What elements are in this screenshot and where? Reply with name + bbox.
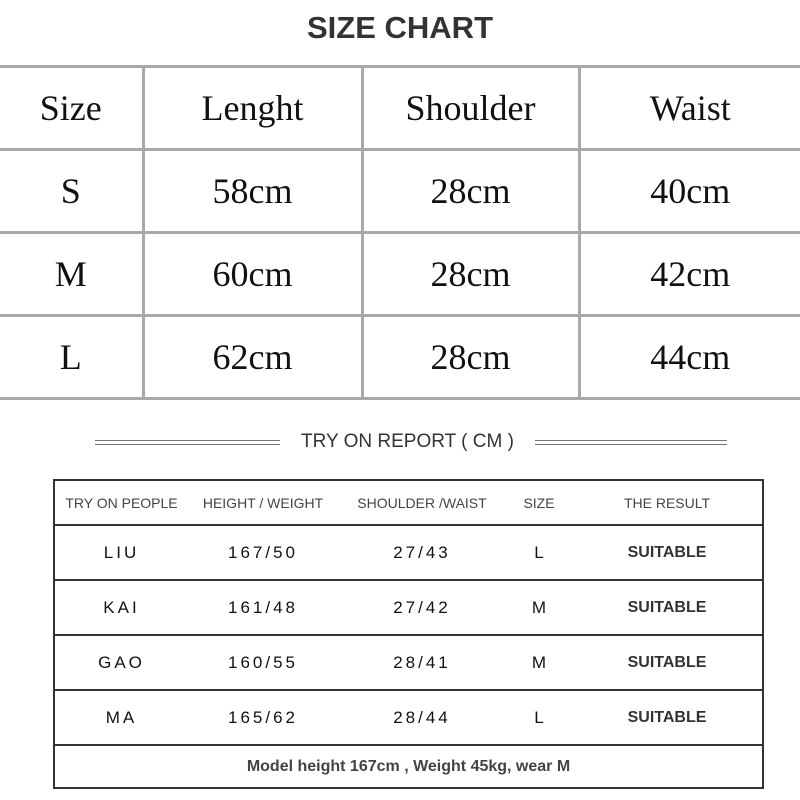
divider xyxy=(95,440,280,445)
height-weight-cell: 160/55 xyxy=(188,635,338,690)
size-chart-table xyxy=(0,65,800,400)
shoulder-waist-cell: 28/41 xyxy=(338,635,506,690)
result-cell: SUITABLE xyxy=(572,690,763,745)
shoulder-cell: 28cm xyxy=(362,316,579,399)
height-weight-header-cell: HEIGHT / WEIGHT xyxy=(188,480,338,525)
try-on-header-row xyxy=(54,480,763,525)
table-row xyxy=(0,150,800,233)
result-cell: SUITABLE xyxy=(572,525,763,580)
shoulder-waist-cell: 27/43 xyxy=(338,525,506,580)
size-cell: S xyxy=(0,150,143,233)
table-row xyxy=(54,690,763,745)
length-header-cell: Lenght xyxy=(143,67,362,150)
result-header-cell: THE RESULT xyxy=(572,480,763,525)
person-cell: LIU xyxy=(54,525,188,580)
try-on-report-heading xyxy=(0,428,800,458)
size-cell: L xyxy=(0,316,143,399)
size-cell: M xyxy=(506,635,572,690)
result-cell: SUITABLE xyxy=(572,580,763,635)
height-weight-cell: 167/50 xyxy=(188,525,338,580)
height-weight-cell: 161/48 xyxy=(188,580,338,635)
size-header-cell: SIZE xyxy=(506,480,572,525)
model-note-row xyxy=(54,745,763,788)
person-cell: GAO xyxy=(54,635,188,690)
size-cell: M xyxy=(0,233,143,316)
size-cell: M xyxy=(506,580,572,635)
length-cell: 60cm xyxy=(143,233,362,316)
model-note: Model height 167cm , Weight 45kg, wear M xyxy=(54,745,763,788)
shoulder-waist-cell: 28/44 xyxy=(338,690,506,745)
size-chart-header-row xyxy=(0,67,800,150)
page-title: SIZE CHART xyxy=(307,10,493,45)
try-on-report-title: TRY ON REPORT ( CM ) xyxy=(301,431,514,452)
height-weight-cell: 165/62 xyxy=(188,690,338,745)
shoulder-cell: 28cm xyxy=(362,150,579,233)
length-cell: 58cm xyxy=(143,150,362,233)
waist-cell: 42cm xyxy=(579,233,800,316)
shoulder-waist-header-cell: SHOULDER /WAIST xyxy=(338,480,506,525)
waist-cell: 44cm xyxy=(579,316,800,399)
shoulder-cell: 28cm xyxy=(362,233,579,316)
person-cell: MA xyxy=(54,690,188,745)
person-cell: KAI xyxy=(54,580,188,635)
people-header-cell: TRY ON PEOPLE xyxy=(54,480,188,525)
size-cell: L xyxy=(506,690,572,745)
size-cell: L xyxy=(506,525,572,580)
size-header-cell: Size xyxy=(0,67,143,150)
shoulder-waist-cell: 27/42 xyxy=(338,580,506,635)
shoulder-header-cell: Shoulder xyxy=(362,67,579,150)
waist-cell: 40cm xyxy=(579,150,800,233)
divider xyxy=(535,440,727,445)
try-on-report-table xyxy=(53,479,764,789)
length-cell: 62cm xyxy=(143,316,362,399)
table-row xyxy=(0,233,800,316)
table-row xyxy=(54,580,763,635)
result-cell: SUITABLE xyxy=(572,635,763,690)
waist-header-cell: Waist xyxy=(579,67,800,150)
table-row xyxy=(54,525,763,580)
table-row xyxy=(54,635,763,690)
table-row xyxy=(0,316,800,399)
